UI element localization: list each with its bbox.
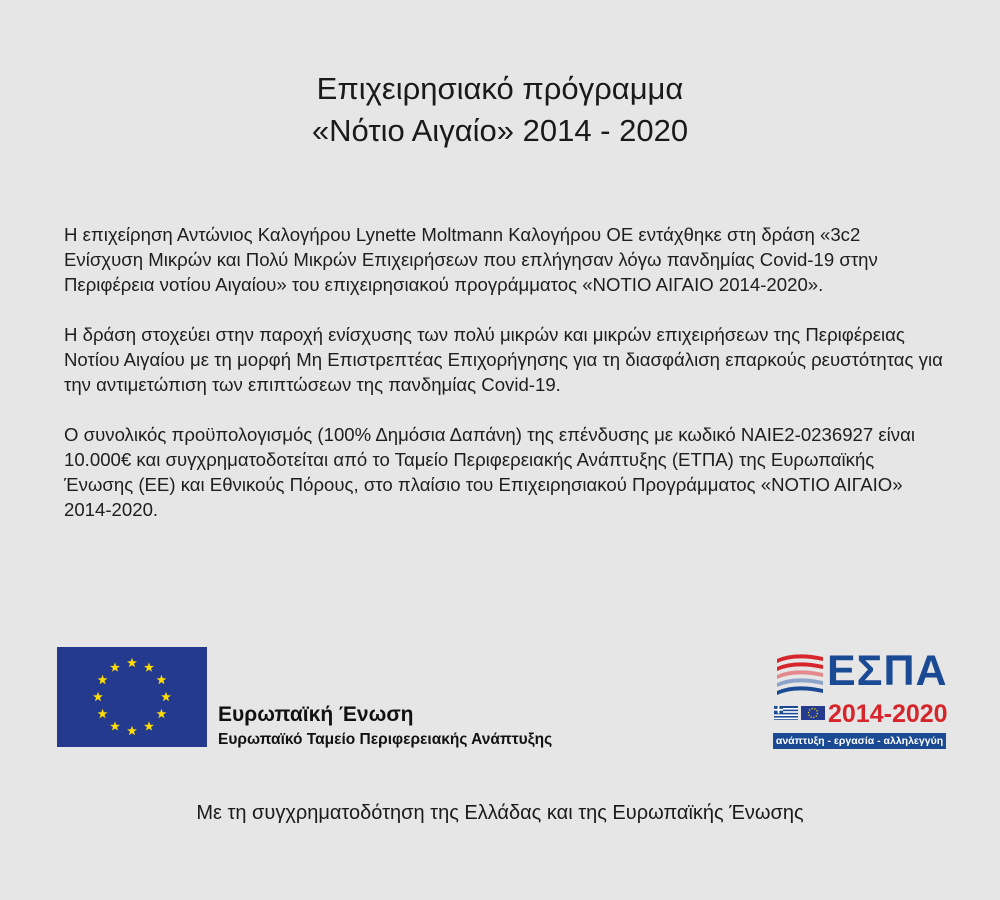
espa-years: 2014-2020 xyxy=(828,700,948,728)
title-line-1: Επιχειρησιακό πρόγραμμα xyxy=(316,71,684,106)
eu-name: Ευρωπαϊκή Ένωση xyxy=(218,703,414,726)
eu-star-icon xyxy=(161,692,171,701)
eu-star-icon xyxy=(127,726,137,735)
paragraph-1: Η επιχείρηση Αντώνιος Καλογήρου Lynette Moltmann Καλογήρου ΟΕ εντάχθηκε στη δράση «3c2 Ενίσχυση Μικρών και Πολύ Μικρών Επιχειρήσεων που επλήγησαν λόγω πανδημίας Covid-19 στην Περιφέρεια νοτίου Αιγαίου» του επιχειρησιακού προγράμματος «ΝΟΤΙΟ ΑΙΓΑΙΟ 2014-2020». xyxy=(64,224,878,295)
title-line-2: «Νότιο Αιγαίο» 2014 - 2020 xyxy=(311,113,689,148)
body-text xyxy=(64,222,944,547)
espa-logo xyxy=(770,645,950,750)
eu-flag-logo xyxy=(57,647,207,747)
eu-star-icon xyxy=(98,675,108,684)
espa-wave-icon xyxy=(775,649,825,699)
eu-star-icon xyxy=(144,662,154,671)
paragraph-3: Ο συνολικός προϋπολογισμός (100% Δημόσια Δαπάνη) της επένδυσης με κωδικό ΝΑΙΕ2-0236927 είναι 10.000€ και συγχρηματοδοτείται από το Ταμείο Περιφερειακής Ανάπτυξης (ΕΤΠΑ) της Ευρωπαϊκής Ένωσης (ΕΕ) και Εθνικούς Πόρους, στο πλαίσιο του Επιχειρησιακού Προγράμματος «ΝΟΤΙΟ ΑΙΓΑΙΟ» 2014-2020. xyxy=(64,424,915,520)
cofinancing-footer: Με τη συγχρηματοδότηση της Ελλάδας και της Ευρωπαϊκής Ένωσης xyxy=(196,802,804,824)
eu-star-icon xyxy=(110,721,120,730)
eu-fund-name: Ευρωπαϊκό Ταμείο Περιφερειακής Ανάπτυξης xyxy=(218,731,553,748)
eu-star-icon xyxy=(98,709,108,718)
paragraph-2: Η δράση στοχεύει στην παροχή ενίσχυσης των πολύ μικρών και μικρών επιχειρήσεων της Περιφέρειας Νοτίου Αιγαίου με τη μορφή Μη Επιστρεπτέας Επιχορήγησης για τη διασφάλιση επαρκούς ρευστότητας για την αντιμετώπιση των επιπτώσεων της πανδημίας Covid-19. xyxy=(64,324,943,395)
espa-word: ΕΣΠΑ xyxy=(827,647,948,695)
eu-star-icon xyxy=(110,662,120,671)
espa-slogan: ανάπτυξη - εργασία - αλληλεγγύη xyxy=(773,733,946,749)
eu-star-icon xyxy=(157,675,167,684)
page-title xyxy=(0,68,1000,152)
eu-star-icon xyxy=(157,709,167,718)
eu-stars-icon xyxy=(57,647,207,747)
flags-icon xyxy=(774,706,826,720)
eu-star-icon xyxy=(127,658,137,667)
eu-star-icon xyxy=(144,721,154,730)
eu-star-icon xyxy=(93,692,103,701)
